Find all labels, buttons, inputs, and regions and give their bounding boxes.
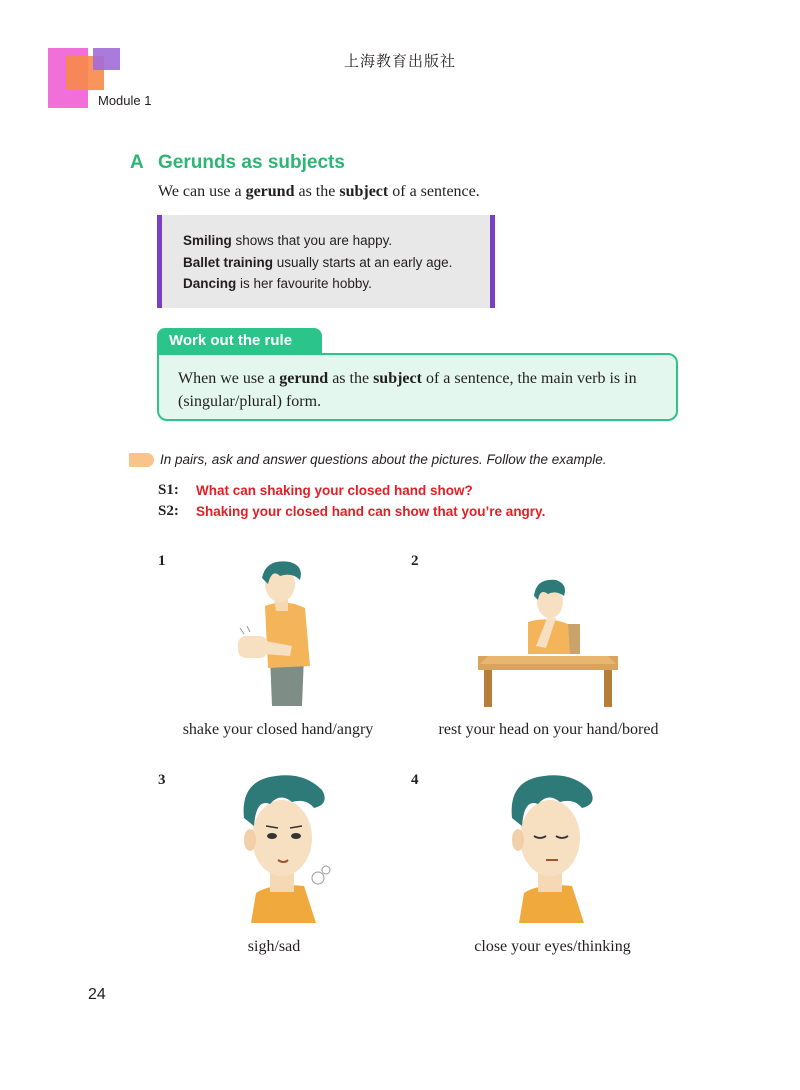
picture-number-2: 2 <box>411 553 419 569</box>
example-box <box>157 215 495 308</box>
boy-sighing-illustration <box>226 768 341 923</box>
picture-caption-1: shake your closed hand/angry <box>182 721 374 738</box>
speaker-s1-label: S1: <box>158 482 179 498</box>
speaker-s2-line: Shaking your closed hand can show that you’re angry. <box>196 504 546 519</box>
picture-caption-3: sigh/sad <box>247 938 301 955</box>
section-title: Gerunds as subjects <box>158 152 345 173</box>
page-number: 24 <box>88 986 106 1003</box>
boy-at-desk-illustration <box>478 572 618 707</box>
module-label: Module 1 <box>98 93 152 108</box>
pairwork-marker-icon <box>129 453 154 467</box>
picture-caption-4: close your eyes/thinking <box>474 938 631 955</box>
boy-shaking-fist-illustration <box>230 556 325 714</box>
section-letter: A <box>130 152 144 173</box>
pairwork-instruction: In pairs, ask and answer questions about the pictures. Follow the example. <box>160 452 607 467</box>
picture-number-1: 1 <box>158 553 166 569</box>
rule-tab-label: Work out the rule <box>157 328 322 354</box>
rule-text: When we use a gerund as the subject of a sentence, the main verb is in (singular/plural) form. <box>178 370 637 410</box>
picture-number-3: 3 <box>158 772 166 788</box>
rule-box <box>157 353 678 421</box>
example-sentence-1: Smiling shows that you are happy. <box>183 233 393 248</box>
picture-number-4: 4 <box>411 772 419 788</box>
example-sentence-3: Dancing is her favourite hobby. <box>183 276 372 291</box>
speaker-s2-label: S2: <box>158 503 179 519</box>
boy-eyes-closed-illustration <box>494 768 609 923</box>
picture-caption-2: rest your head on your hand/bored <box>438 721 659 738</box>
publisher-name: 上海教育出版社 <box>343 53 456 70</box>
example-sentence-2: Ballet training usually starts at an early age. <box>183 255 453 270</box>
section-intro: We can use a gerund as the subject of a sentence. <box>158 183 480 200</box>
speaker-s1-line: What can shaking your closed hand show? <box>196 483 473 498</box>
